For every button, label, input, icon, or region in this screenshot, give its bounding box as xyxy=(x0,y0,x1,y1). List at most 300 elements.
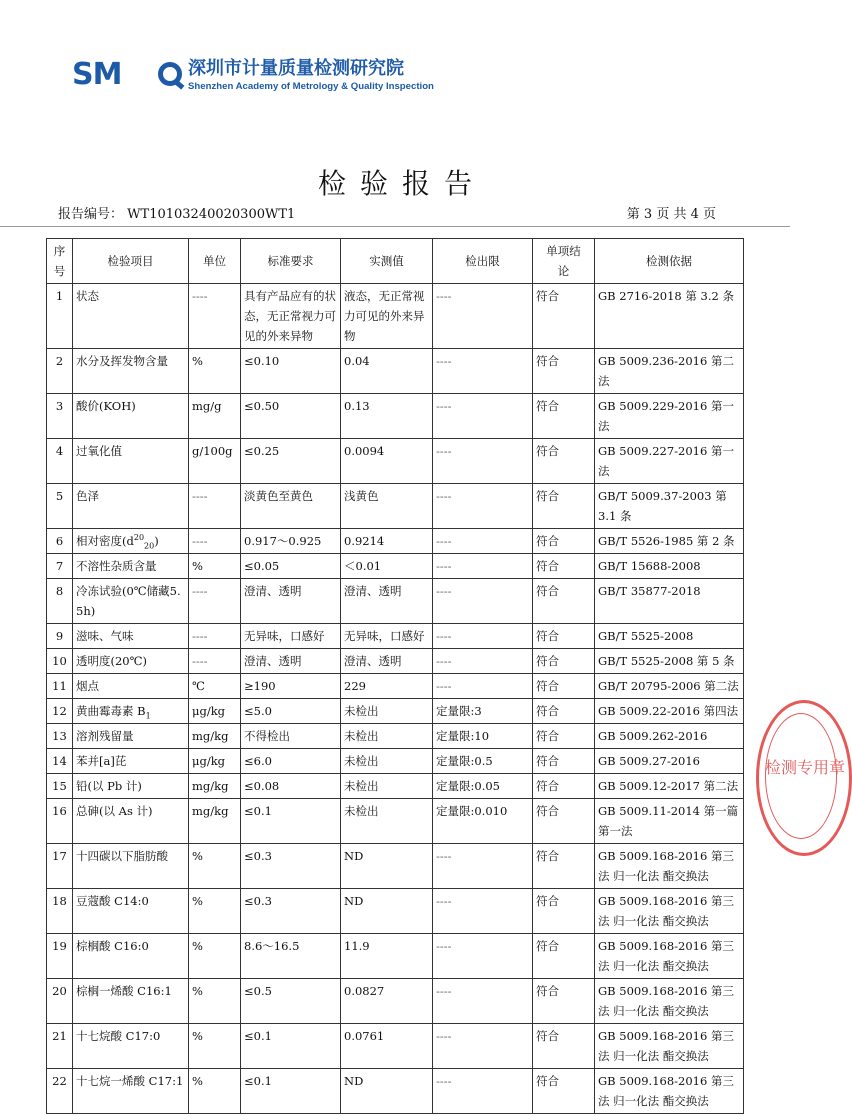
cell-unit-text: ---- xyxy=(192,534,208,548)
report-number xyxy=(58,203,295,222)
cell-item xyxy=(73,674,189,699)
table-row xyxy=(47,439,744,484)
cell-unit-text: % xyxy=(192,894,203,908)
cell-item xyxy=(73,579,189,624)
cell-unit-text: ---- xyxy=(192,629,208,643)
cell-method xyxy=(595,979,744,1024)
cell-result-text: 符合 xyxy=(536,849,559,863)
table-row xyxy=(47,889,744,934)
cell-value-text: ND xyxy=(344,894,364,908)
cell-result-text: 符合 xyxy=(536,584,559,598)
cell-item xyxy=(73,529,189,554)
cell-requirement xyxy=(241,349,341,394)
cell-lod xyxy=(433,624,533,649)
cell-item xyxy=(73,554,189,579)
cell-lod-text: ---- xyxy=(436,354,452,368)
col-header-value: 实测值 xyxy=(341,239,433,284)
col-header-item: 检验项目 xyxy=(73,239,189,284)
table-row xyxy=(47,799,744,844)
item-superscript: 20 xyxy=(133,533,145,543)
cell-method xyxy=(595,554,744,579)
cell-unit xyxy=(189,674,241,699)
cell-result xyxy=(533,889,595,934)
cell-lod xyxy=(433,284,533,349)
cell-method-text: GB 5009.236-2016 第二法 xyxy=(598,354,734,388)
cell-item-text: 过氧化值 xyxy=(76,444,122,458)
cell-result-text: 符合 xyxy=(536,629,559,643)
cell-method-text: GB/T 5009.37-2003 第 3.1 条 xyxy=(598,489,727,523)
cell-unit-text: mg/g xyxy=(192,399,222,413)
table-row xyxy=(47,484,744,529)
cell-result xyxy=(533,699,595,724)
cell-item-text: 溶剂残留量 xyxy=(76,729,134,743)
cell-lod-text: ---- xyxy=(436,629,452,643)
cell-lod-text: ---- xyxy=(436,939,452,953)
cell-result-text: 符合 xyxy=(536,1029,559,1043)
cell-result-text: 符合 xyxy=(536,939,559,953)
cell-item xyxy=(73,799,189,844)
cell-result-text: 符合 xyxy=(536,489,559,503)
cell-requirement-text: ≤0.3 xyxy=(244,849,272,863)
cell-value-text: 未检出 xyxy=(344,779,379,793)
cell-method xyxy=(595,394,744,439)
cell-unit-text: % xyxy=(192,1074,203,1088)
col-header-no: 序号 xyxy=(47,239,73,284)
cell-item xyxy=(73,1024,189,1069)
cell-value xyxy=(341,674,433,699)
cell-value-text: 11.9 xyxy=(344,939,370,953)
cell-value-text: 0.0094 xyxy=(344,444,385,458)
cell-result xyxy=(533,439,595,484)
table-row xyxy=(47,699,744,724)
cell-value-text: 未检出 xyxy=(344,704,379,718)
cell-requirement xyxy=(241,394,341,439)
cell-item xyxy=(73,774,189,799)
cell-item-text: 酸价(KOH) xyxy=(76,399,136,413)
table-row xyxy=(47,844,744,889)
cell-requirement xyxy=(241,579,341,624)
cell-item xyxy=(73,284,189,349)
cell-item xyxy=(73,724,189,749)
cell-unit-text: mg/kg xyxy=(192,804,229,818)
col-header-method: 检测依据 xyxy=(595,239,744,284)
cell-no xyxy=(47,674,73,699)
cell-unit xyxy=(189,749,241,774)
logo-mark: SM xyxy=(72,57,122,92)
cell-lod-text: ---- xyxy=(436,679,452,693)
cell-value-text: 0.0827 xyxy=(344,984,385,998)
item-subscript: 1 xyxy=(145,711,151,721)
cell-no xyxy=(47,699,73,724)
cell-result-text: 符合 xyxy=(536,984,559,998)
cell-value-text: ND xyxy=(344,1074,364,1088)
cell-value-text: ND xyxy=(344,849,364,863)
cell-unit-text: ---- xyxy=(192,654,208,668)
col-header-unit: 单位 xyxy=(189,239,241,284)
cell-unit xyxy=(189,349,241,394)
cell-result xyxy=(533,934,595,979)
cell-value-text: 澄清、透明 xyxy=(344,654,402,668)
table-row xyxy=(47,1069,744,1114)
cell-method-text: GB 5009.12-2017 第二法 xyxy=(598,779,739,793)
cell-requirement-text: 0.917～0.925 xyxy=(244,534,322,548)
cell-item-text: 不溶性杂质含量 xyxy=(76,559,157,573)
cell-value xyxy=(341,934,433,979)
cell-lod xyxy=(433,1024,533,1069)
cell-unit-text: ---- xyxy=(192,289,208,303)
cell-no xyxy=(47,979,73,1024)
cell-value-text: 未检出 xyxy=(344,754,379,768)
cell-result xyxy=(533,284,595,349)
cell-result xyxy=(533,649,595,674)
cell-result xyxy=(533,749,595,774)
cell-item-text: 透明度(20℃) xyxy=(76,654,147,668)
cell-method xyxy=(595,934,744,979)
cell-no-text: 5 xyxy=(55,489,64,503)
cell-no-text: 16 xyxy=(52,804,67,818)
cell-value xyxy=(341,844,433,889)
cell-requirement-text: 具有产品应有的状态，无正常视力可见的外来异物 xyxy=(244,289,336,343)
cell-requirement xyxy=(241,284,341,349)
cell-result xyxy=(533,979,595,1024)
cell-unit-text: μg/kg xyxy=(192,704,226,718)
cell-item-text: 状态 xyxy=(76,289,99,303)
cell-value-text: 未检出 xyxy=(344,804,379,818)
cell-method-text: GB/T 5526-1985 第 2 条 xyxy=(598,534,735,548)
cell-lod xyxy=(433,674,533,699)
cell-method-text: GB 5009.168-2016 第三法 归一化法 酯交换法 xyxy=(598,1029,734,1063)
table-row xyxy=(47,979,744,1024)
cell-value-text: 229 xyxy=(344,679,366,693)
org-logo xyxy=(72,57,434,98)
cell-method xyxy=(595,649,744,674)
cell-no-text: 14 xyxy=(52,754,67,768)
cell-no-text: 6 xyxy=(55,534,64,548)
cell-lod xyxy=(433,934,533,979)
cell-result xyxy=(533,529,595,554)
cell-lod-text: 定量限:0.010 xyxy=(436,804,508,818)
cell-method-text: GB/T 20795-2006 第二法 xyxy=(598,679,739,693)
cell-value xyxy=(341,439,433,484)
cell-value xyxy=(341,624,433,649)
cell-method-text: GB 5009.27-2016 xyxy=(598,754,701,768)
cell-value-text: 0.13 xyxy=(344,399,370,413)
table-row xyxy=(47,749,744,774)
cell-unit xyxy=(189,889,241,934)
cell-lod xyxy=(433,979,533,1024)
report-number-value: WT10103240020300WT1 xyxy=(127,207,296,222)
cell-value xyxy=(341,579,433,624)
cell-method xyxy=(595,1024,744,1069)
cell-result-text: 符合 xyxy=(536,289,559,303)
cell-value xyxy=(341,1069,433,1114)
cell-no-text: 1 xyxy=(55,289,64,303)
cell-lod-text: ---- xyxy=(436,289,452,303)
cell-no xyxy=(47,394,73,439)
cell-lod-text: ---- xyxy=(436,399,452,413)
cell-result xyxy=(533,1024,595,1069)
cell-lod xyxy=(433,554,533,579)
cell-item xyxy=(73,979,189,1024)
cell-lod-text: ---- xyxy=(436,534,452,548)
table-row xyxy=(47,724,744,749)
cell-method-text: GB 5009.168-2016 第三法 归一化法 酯交换法 xyxy=(598,1074,734,1108)
cell-unit-text: μg/kg xyxy=(192,754,226,768)
cell-unit-text: % xyxy=(192,1029,203,1043)
cell-lod-text: ---- xyxy=(436,654,452,668)
cell-item-text: 冷冻试验(0℃储藏5.5h) xyxy=(76,584,181,618)
cell-requirement xyxy=(241,674,341,699)
cell-unit-text: % xyxy=(192,559,203,573)
cell-lod-text: ---- xyxy=(436,984,452,998)
cell-no-text: 17 xyxy=(52,849,67,863)
cell-item-text: 总砷(以 As 计) xyxy=(76,804,153,818)
cell-requirement-text: ≤0.1 xyxy=(244,804,272,818)
cell-result xyxy=(533,394,595,439)
cell-requirement-text: ≤0.3 xyxy=(244,894,272,908)
table-row xyxy=(47,579,744,624)
cell-method xyxy=(595,624,744,649)
cell-unit-text: ---- xyxy=(192,584,208,598)
cell-value-text: 澄清、透明 xyxy=(344,584,402,598)
table-row xyxy=(47,934,744,979)
cell-unit xyxy=(189,579,241,624)
cell-value-text: 0.9214 xyxy=(344,534,385,548)
cell-requirement xyxy=(241,439,341,484)
header-divider xyxy=(0,226,790,227)
col-header-lod: 检出限 xyxy=(433,239,533,284)
cell-method-text: GB 5009.168-2016 第三法 归一化法 酯交换法 xyxy=(598,849,734,883)
cell-requirement-text: ≥190 xyxy=(244,679,276,693)
cell-method xyxy=(595,1069,744,1114)
cell-item-text: 水分及挥发物含量 xyxy=(76,354,168,368)
cell-item xyxy=(73,749,189,774)
cell-result xyxy=(533,484,595,529)
cell-item xyxy=(73,649,189,674)
cell-no xyxy=(47,724,73,749)
cell-lod xyxy=(433,484,533,529)
cell-unit-text: % xyxy=(192,849,203,863)
cell-no-text: 4 xyxy=(55,444,64,458)
cell-no-text: 3 xyxy=(55,399,64,413)
cell-lod-text: ---- xyxy=(436,849,452,863)
cell-result xyxy=(533,349,595,394)
report-number-label: 报告编号： xyxy=(58,207,124,222)
cell-value xyxy=(341,749,433,774)
cell-no xyxy=(47,484,73,529)
cell-result-text: 符合 xyxy=(536,1074,559,1088)
cell-requirement xyxy=(241,749,341,774)
cell-result xyxy=(533,844,595,889)
cell-requirement-text: ≤6.0 xyxy=(244,754,272,768)
cell-unit xyxy=(189,649,241,674)
cell-item-text: 黄曲霉毒素 B xyxy=(76,704,146,718)
cell-no xyxy=(47,1024,73,1069)
cell-no-text: 10 xyxy=(52,654,67,668)
cell-result-text: 符合 xyxy=(536,894,559,908)
cell-item-text: 铅(以 Pb 计) xyxy=(76,779,142,793)
cell-unit xyxy=(189,484,241,529)
cell-item xyxy=(73,394,189,439)
cell-lod xyxy=(433,889,533,934)
cell-method-text: GB/T 5525-2008 第 5 条 xyxy=(598,654,735,668)
cell-lod xyxy=(433,394,533,439)
cell-no-text: 9 xyxy=(55,629,64,643)
cell-no-text: 20 xyxy=(52,984,67,998)
cell-lod-text: 定量限:0.5 xyxy=(436,754,493,768)
cell-value-text: 无异味，口感好 xyxy=(344,629,425,643)
cell-requirement xyxy=(241,1069,341,1114)
cell-item-text: 十七烷一烯酸 C17:1 xyxy=(76,1074,184,1088)
table-row xyxy=(47,394,744,439)
cell-value-text: 0.0761 xyxy=(344,1029,385,1043)
cell-value xyxy=(341,649,433,674)
cell-item-text: 十七烷酸 C17:0 xyxy=(76,1029,161,1043)
cell-item-text: 豆蔻酸 C14:0 xyxy=(76,894,149,908)
cell-requirement xyxy=(241,699,341,724)
cell-value-text: 0.04 xyxy=(344,354,370,368)
cell-requirement xyxy=(241,799,341,844)
cell-lod-text: ---- xyxy=(436,894,452,908)
cell-method xyxy=(595,674,744,699)
cell-result xyxy=(533,774,595,799)
cell-value xyxy=(341,889,433,934)
cell-unit xyxy=(189,799,241,844)
cell-no xyxy=(47,284,73,349)
cell-value xyxy=(341,774,433,799)
cell-item xyxy=(73,699,189,724)
cell-no-text: 8 xyxy=(55,584,64,598)
cell-unit-text: ---- xyxy=(192,489,208,503)
cell-method-text: GB 5009.229-2016 第一法 xyxy=(598,399,734,433)
cell-item xyxy=(73,439,189,484)
cell-requirement-text: 澄清、透明 xyxy=(244,584,302,598)
cell-lod xyxy=(433,529,533,554)
table-header-row xyxy=(47,239,744,284)
cell-value xyxy=(341,349,433,394)
cell-item-text: 苯并[a]芘 xyxy=(76,754,127,768)
cell-requirement-text: ≤0.50 xyxy=(244,399,280,413)
cell-method-text: GB 5009.22-2016 第四法 xyxy=(598,704,739,718)
cell-unit xyxy=(189,554,241,579)
cell-result-text: 符合 xyxy=(536,779,559,793)
cell-no xyxy=(47,774,73,799)
cell-value xyxy=(341,284,433,349)
cell-result-text: 符合 xyxy=(536,679,559,693)
cell-item xyxy=(73,349,189,394)
cell-method-text: GB/T 35877-2018 xyxy=(598,584,701,598)
cell-unit xyxy=(189,284,241,349)
cell-lod-text: ---- xyxy=(436,1074,452,1088)
cell-unit-text: ℃ xyxy=(192,679,205,693)
org-name-en: Shenzhen Academy of Metrology & Quality Inspection xyxy=(188,81,434,92)
cell-no-text: 11 xyxy=(52,679,67,693)
cell-no-text: 7 xyxy=(55,559,64,573)
cell-method xyxy=(595,749,744,774)
cell-no xyxy=(47,934,73,979)
results-table xyxy=(46,238,744,1114)
cell-value xyxy=(341,799,433,844)
cell-requirement-text: ≤0.1 xyxy=(244,1029,272,1043)
cell-requirement xyxy=(241,979,341,1024)
report-title: 检验报告 xyxy=(317,167,486,200)
cell-no xyxy=(47,624,73,649)
cell-unit xyxy=(189,934,241,979)
cell-lod-text: 定量限:3 xyxy=(436,704,482,718)
cell-lod-text: ---- xyxy=(436,489,452,503)
cell-method-text: GB 5009.168-2016 第三法 归一化法 酯交换法 xyxy=(598,894,734,928)
cell-unit xyxy=(189,699,241,724)
cell-method-text: GB 2716-2018 第 3.2 条 xyxy=(598,289,734,303)
cell-item xyxy=(73,889,189,934)
table-row xyxy=(47,554,744,579)
cell-item xyxy=(73,624,189,649)
cell-lod xyxy=(433,439,533,484)
cell-unit xyxy=(189,1024,241,1069)
cell-item xyxy=(73,844,189,889)
cell-method-text: GB/T 15688-2008 xyxy=(598,559,701,573)
cell-result-text: 符合 xyxy=(536,729,559,743)
cell-unit-text: % xyxy=(192,984,203,998)
logo-q-icon xyxy=(158,62,182,86)
cell-no-text: 12 xyxy=(52,704,67,718)
cell-unit xyxy=(189,979,241,1024)
item-subscript: 20 xyxy=(144,541,155,551)
cell-lod xyxy=(433,844,533,889)
cell-result xyxy=(533,1069,595,1114)
cell-unit xyxy=(189,439,241,484)
cell-requirement-text: ≤0.25 xyxy=(244,444,280,458)
cell-value xyxy=(341,724,433,749)
org-name-cn: 深圳市计量质量检测研究院 xyxy=(188,58,404,79)
cell-requirement xyxy=(241,934,341,979)
cell-item-text: 色泽 xyxy=(76,489,99,503)
cell-item xyxy=(73,484,189,529)
cell-requirement xyxy=(241,529,341,554)
cell-requirement-text: 澄清、透明 xyxy=(244,654,302,668)
cell-result-text: 符合 xyxy=(536,654,559,668)
cell-lod-text: ---- xyxy=(436,559,452,573)
item-tail: ) xyxy=(154,534,159,548)
cell-lod xyxy=(433,649,533,674)
cell-item-text: 十四碳以下脂肪酸 xyxy=(76,849,168,863)
cell-unit-text: mg/kg xyxy=(192,779,229,793)
cell-method xyxy=(595,844,744,889)
cell-unit xyxy=(189,624,241,649)
cell-requirement-text: 淡黄色至黄色 xyxy=(244,489,313,503)
cell-method xyxy=(595,699,744,724)
cell-lod xyxy=(433,774,533,799)
cell-method-text: GB 5009.11-2014 第一篇 第一法 xyxy=(598,804,739,838)
cell-method xyxy=(595,284,744,349)
col-header-result: 单项结论 xyxy=(533,239,595,284)
cell-method xyxy=(595,889,744,934)
cell-method xyxy=(595,774,744,799)
cell-method xyxy=(595,349,744,394)
cell-result-text: 符合 xyxy=(536,354,559,368)
cell-lod xyxy=(433,579,533,624)
stamp-text: 检测专用章 xyxy=(765,758,846,777)
table-row xyxy=(47,529,744,554)
cell-no-text: 15 xyxy=(52,779,67,793)
cell-no xyxy=(47,554,73,579)
cell-method xyxy=(595,579,744,624)
table-row xyxy=(47,349,744,394)
table-row xyxy=(47,649,744,674)
cell-unit-text: % xyxy=(192,939,203,953)
cell-no-text: 19 xyxy=(52,939,67,953)
cell-item-text: 滋味、气味 xyxy=(76,629,134,643)
